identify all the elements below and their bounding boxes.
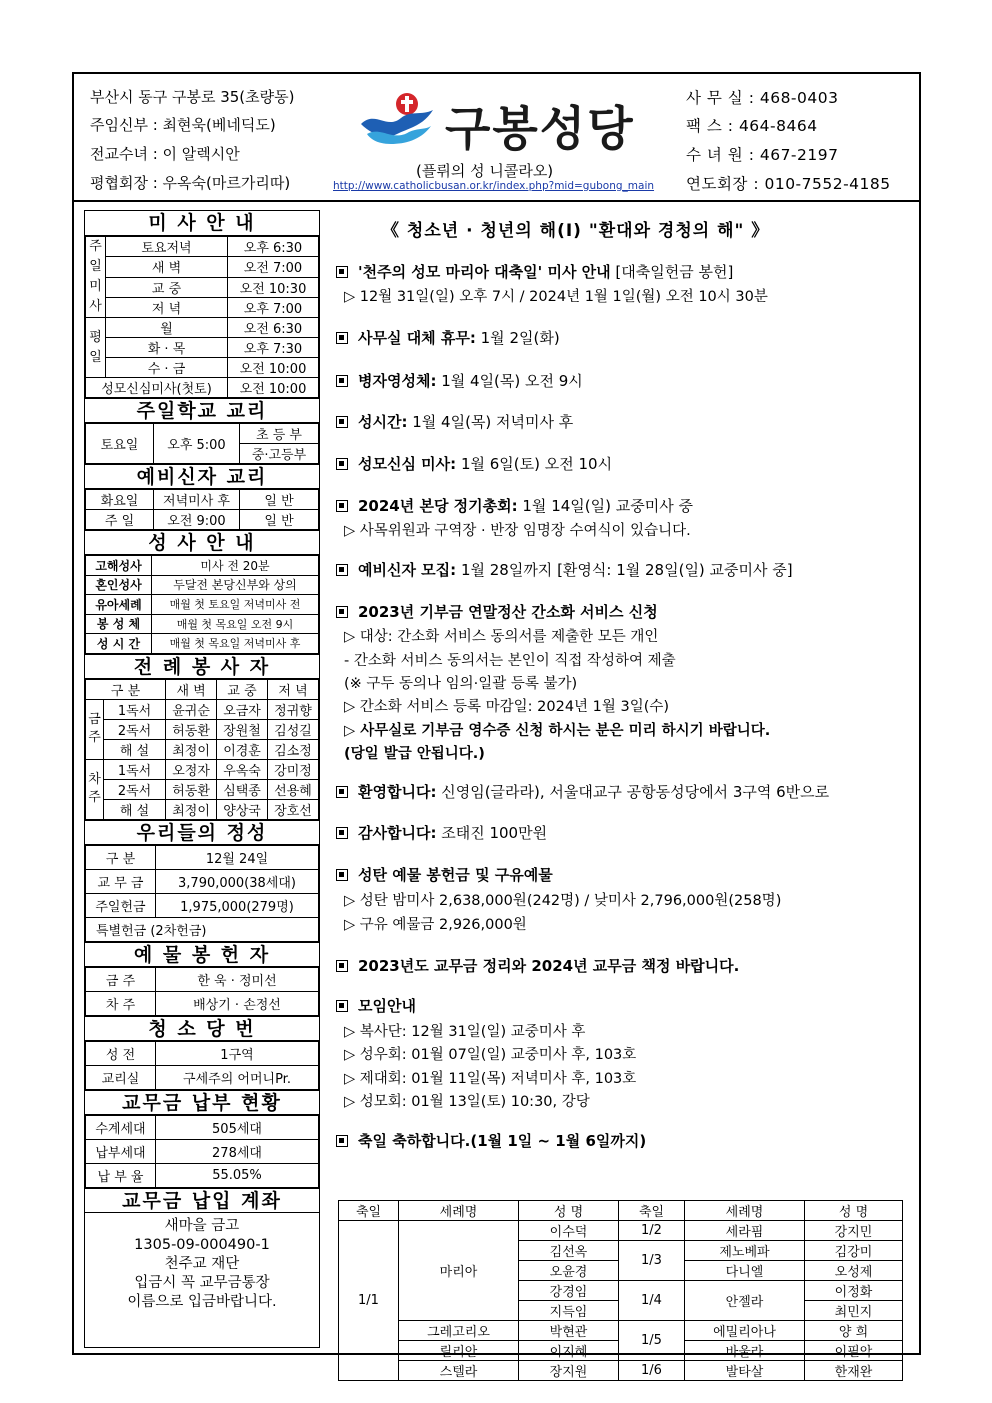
notice-line: ▷ 제대회: 01월 11일(목) 저녁미사 후, 103호	[344, 1071, 637, 1087]
mass-name: 새 벽	[106, 257, 228, 277]
cleaning-heading: 청 소 당 번	[85, 1016, 319, 1041]
sacrament-table	[85, 555, 319, 654]
sacrament-desc: 두달전 본당신부와 상의	[152, 575, 319, 595]
account-number: 1305-09-000490-1	[134, 1236, 270, 1253]
sister-name: 전교수녀 : 이 알렉시안	[90, 145, 240, 163]
mass-time: 오전 6:30	[228, 318, 319, 338]
square-bullet-icon	[336, 786, 348, 798]
sunday-school-heading: 주일학교 교리	[85, 398, 319, 423]
server-role: 2독서	[104, 719, 166, 739]
gift-label: 차 주	[86, 991, 156, 1015]
notice-communion-sick: 병자영성체: 1월 4일(목) 오전 9시	[336, 370, 583, 391]
mass-schedule-table	[85, 236, 319, 398]
mass-name: 토요저녁	[106, 237, 228, 257]
mass-time: 오후 7:30	[228, 338, 319, 358]
sunday-school-table	[85, 423, 319, 464]
server-name: 장원철	[217, 719, 268, 739]
mass-time: 오전 10:30	[228, 277, 319, 297]
account-heading: 교무금 납입 계좌	[85, 1188, 319, 1213]
parish-website-link[interactable]: http://www.catholicbusan.or.kr/index.php?mid=gubong_main	[333, 180, 655, 192]
mass-time: 오전 10:00	[228, 358, 319, 378]
mass-schedule-heading: 미 사 안 내	[85, 211, 319, 236]
council-president: 평협회장 : 우옥숙(마르가리따)	[90, 174, 291, 192]
server-col-head: 저 녁	[268, 679, 319, 699]
notice-line: ▷ 구유 예물금 2,926,000원	[344, 917, 527, 933]
person-name: 이지혜	[519, 1341, 619, 1361]
pastor-name: 주임신부 : 최현욱(베네딕도)	[90, 116, 276, 134]
person-name: 장지원	[519, 1361, 619, 1381]
catechumen-time: 오전 9:00	[154, 510, 240, 530]
square-bullet-icon	[336, 266, 348, 278]
school-group: 중·고등부	[240, 444, 319, 464]
notice-welcome: 환영합니다: 신영임(글라라), 서울대교구 공항동성당에서 3구역 6반으로	[336, 781, 829, 802]
server-role: 1독서	[104, 699, 166, 719]
feast-col-head: 세례명	[399, 1201, 519, 1221]
server-role: 해 설	[104, 739, 166, 759]
weekday-mass-label: 평일	[86, 318, 106, 378]
square-bullet-icon	[336, 1135, 348, 1147]
person-name: 최민지	[805, 1301, 903, 1321]
dues-table	[85, 1115, 319, 1188]
server-name: 양상국	[217, 799, 268, 819]
notice-christmas-offering: 성탄 예물 봉헌금 및 구유예물	[336, 864, 553, 885]
notice-line: (당일 발급 안됩니다.)	[344, 746, 485, 762]
square-bullet-icon	[336, 960, 348, 972]
gift-table	[85, 967, 319, 1016]
feast-col-head: 축일	[339, 1201, 399, 1221]
square-bullet-icon	[336, 332, 348, 344]
server-name: 선용혜	[268, 779, 319, 799]
school-day: 토요일	[86, 424, 154, 464]
sacrament-desc: 매월 첫 토요일 저녁미사 전	[152, 595, 319, 615]
offering-value: 1,975,000(279명)	[156, 893, 319, 917]
baptism-name: 에밀리아나	[685, 1321, 805, 1341]
gift-label: 금 주	[86, 967, 156, 991]
notice-line: ▷ 대상: 간소화 서비스 동의서를 제출한 모든 개인	[344, 629, 659, 645]
server-role: 해 설	[104, 799, 166, 819]
server-name: 최정이	[166, 739, 217, 759]
cleaning-label: 교리실	[86, 1065, 156, 1089]
dues-label: 납부세대	[86, 1139, 156, 1163]
dues-label: 납 부 율	[86, 1163, 156, 1187]
dues-value: 505세대	[156, 1115, 319, 1139]
header	[74, 74, 919, 202]
cleaning-label: 성 전	[86, 1041, 156, 1065]
notice-marian-mass: 성모신심 미사: 1월 6일(토) 오전 10시	[336, 453, 612, 474]
main-content	[332, 210, 917, 1380]
notice-line: ▷ 복사단: 12월 31일(일) 교중미사 후	[344, 1024, 586, 1040]
offering-table	[85, 845, 319, 942]
feast-day: 1/2	[619, 1221, 685, 1241]
server-col-head: 구 분	[86, 679, 166, 699]
notice-tax-service: 2023년 기부금 연말정산 간소화 서비스 신청	[336, 601, 658, 622]
main-title: 《 청소년 · 청년의 해(I) "환대와 경청의 해" 》	[382, 221, 770, 241]
catechumen-day: 화요일	[86, 490, 154, 510]
baptism-name: 스텔라	[399, 1361, 519, 1381]
square-bullet-icon	[336, 458, 348, 470]
school-group: 초 등 부	[240, 424, 319, 444]
server-name: 정귀향	[268, 699, 319, 719]
notice-line: (※ 구두 동의나 임의·일괄 등록 불가)	[344, 676, 578, 692]
server-name: 오금자	[217, 699, 268, 719]
person-name: 김선옥	[519, 1241, 619, 1261]
person-name: 박현관	[519, 1321, 619, 1341]
sacrament-name: 혼인성사	[86, 575, 152, 595]
catechumen-heading: 예비신자 교리	[85, 464, 319, 489]
catechumen-group: 일 반	[240, 510, 319, 530]
mass-name: 월	[106, 318, 228, 338]
offering-label: 특별헌금 (2차헌금)	[86, 917, 319, 941]
notice-catechumen: 예비신자 모집: 1월 28일까지 [환영식: 1월 28일(일) 교중미사 중]	[336, 559, 793, 580]
mass-name: 교 중	[106, 277, 228, 297]
server-name: 허동환	[166, 719, 217, 739]
bank-name: 새마을 금고	[164, 1217, 240, 1234]
parish-patron: (플뤼의 성 니콜라오)	[416, 162, 554, 180]
mass-name: 수 · 금	[106, 358, 228, 378]
feast-col-head: 성 명	[805, 1201, 903, 1221]
notice-meetings: 모임안내	[336, 995, 416, 1016]
cleaning-value: 구세주의 어머니Pr.	[156, 1065, 319, 1089]
square-bullet-icon	[336, 500, 348, 512]
gift-value: 한 욱 · 정미선	[156, 967, 319, 991]
baptism-name: 마리아	[399, 1221, 519, 1321]
person-name: 이수덕	[519, 1221, 619, 1241]
person-name: 강경임	[519, 1281, 619, 1301]
sidebar	[84, 210, 320, 1348]
server-name: 김성길	[268, 719, 319, 739]
notice-feast-days: 축일 축하합니다.(1월 1일 ~ 1월 6일까지)	[336, 1130, 646, 1151]
baptism-name: 다니엘	[685, 1261, 805, 1281]
baptism-name: 릴리안	[399, 1341, 519, 1361]
server-name: 강미정	[268, 759, 319, 779]
notice-line: ▷ 12월 31일(일) 오후 7시 / 2024년 1월 1일(월) 오전 10시 30분	[344, 289, 768, 305]
person-name: 오성제	[805, 1261, 903, 1281]
dues-value: 55.05%	[156, 1163, 319, 1187]
catechumen-group: 일 반	[240, 490, 319, 510]
notice-general-assembly: 2024년 본당 정기총회: 1월 14일(일) 교중미사 중	[336, 495, 693, 516]
square-bullet-icon	[336, 1000, 348, 1012]
square-bullet-icon	[336, 827, 348, 839]
server-name: 최정이	[166, 799, 217, 819]
person-name: 이정화	[805, 1281, 903, 1301]
feast-day: 1/1	[339, 1221, 399, 1381]
square-bullet-icon	[336, 606, 348, 618]
notice-line: ▷ 간소화 서비스 등록 마감일: 2024년 1월 3일(수)	[344, 699, 670, 715]
person-name: 강지민	[805, 1221, 903, 1241]
sacrament-desc: 매월 첫 목요일 저녁미사 후	[152, 634, 319, 654]
catechumen-time: 저녁미사 후	[154, 490, 240, 510]
person-name: 김강미	[805, 1241, 903, 1261]
feast-day: 1/5	[619, 1321, 685, 1361]
school-time: 오후 5:00	[154, 424, 240, 464]
cleaning-table	[85, 1041, 319, 1090]
sacrament-name: 유아세례	[86, 595, 152, 615]
sacrament-heading: 성 사 안 내	[85, 530, 319, 555]
parish-title: 구봉성당	[445, 102, 635, 157]
sacrament-name: 봉 성 체	[86, 614, 152, 634]
mass-name: 화 · 목	[106, 338, 228, 358]
server-col-head: 새 벽	[166, 679, 217, 699]
account-note: 이름으로 입금바랍니다.	[127, 1293, 277, 1310]
baptism-name: 세라핌	[685, 1221, 805, 1241]
server-name: 심택종	[217, 779, 268, 799]
offering-label: 구 분	[86, 845, 156, 869]
offering-label: 주일헌금	[86, 893, 156, 917]
offering-heading: 우리들의 정성	[85, 820, 319, 845]
baptism-name: 제노베파	[685, 1241, 805, 1261]
baptism-name: 발타살	[685, 1361, 805, 1381]
feast-col-head: 세례명	[685, 1201, 805, 1221]
sacrament-name: 고해성사	[86, 556, 152, 576]
person-name: 지득임	[519, 1301, 619, 1321]
fax-number: 팩 스 : 464-8464	[686, 117, 818, 135]
sacrament-name: 성 시 간	[86, 634, 152, 654]
account-info	[85, 1213, 319, 1312]
feast-day: 1/3	[619, 1241, 685, 1281]
sunday-mass-label: 주일미사	[86, 237, 106, 318]
feast-day-table	[338, 1200, 903, 1381]
mass-time: 오전 10:00	[228, 378, 319, 398]
mass-time: 오전 7:00	[228, 257, 319, 277]
mass-time: 오후 7:00	[228, 297, 319, 317]
convent-phone: 수 녀 원 : 467-2197	[686, 146, 839, 164]
offering-label: 교 무 금	[86, 869, 156, 893]
notice-thanks: 감사합니다: 조태진 100만원	[336, 822, 547, 843]
offering-value: 3,790,000(38세대)	[156, 869, 319, 893]
notice-line: ▷ 성모회: 01월 13일(토) 10:30, 강당	[344, 1094, 590, 1110]
office-phone: 사 무 실 : 468-0403	[686, 89, 839, 107]
person-name: 양 희	[805, 1321, 903, 1341]
dues-label: 수계세대	[86, 1115, 156, 1139]
square-bullet-icon	[336, 416, 348, 428]
square-bullet-icon	[336, 869, 348, 881]
baptism-name: 안젤라	[685, 1281, 805, 1321]
notice-solemnity: '천주의 성모 마리아 대축일' 미사 안내 [대축일헌금 봉헌]	[336, 261, 733, 282]
feast-day: 1/6	[619, 1361, 685, 1381]
person-name: 한재완	[805, 1361, 903, 1381]
square-bullet-icon	[336, 375, 348, 387]
offering-value: 12월 24일	[156, 845, 319, 869]
notice-line: ▷ 성우회: 01월 07일(일) 교중미사 후, 103호	[344, 1047, 637, 1063]
server-week-label: 금주	[86, 699, 104, 759]
server-name: 이경훈	[217, 739, 268, 759]
person-name: 오윤경	[519, 1261, 619, 1281]
parish-address: 부산시 동구 구봉로 35(초량동)	[90, 88, 295, 106]
sacrament-desc: 미사 전 20분	[152, 556, 319, 576]
server-name: 우옥숙	[217, 759, 268, 779]
altar-server-table	[85, 679, 319, 820]
catechumen-day: 주 일	[86, 510, 154, 530]
server-name: 윤귀순	[166, 699, 217, 719]
square-bullet-icon	[336, 564, 348, 576]
notice-office-closed: 사무실 대체 휴무: 1월 2일(화)	[336, 327, 560, 348]
notice-line: ▷ 성탄 밤미사 2,638,000원(242명) / 낮미사 2,796,000원(258명)	[344, 893, 782, 909]
mass-time: 오후 6:30	[228, 237, 319, 257]
server-name: 장호선	[268, 799, 319, 819]
bulletin-frame	[72, 72, 921, 1380]
cleaning-value: 1구역	[156, 1041, 319, 1065]
gift-value: 배상기 · 손정선	[156, 991, 319, 1015]
server-role: 1독서	[104, 759, 166, 779]
gift-heading: 예 물 봉 헌 자	[85, 942, 319, 967]
dues-value: 278세대	[156, 1139, 319, 1163]
sacrament-desc: 매월 첫 목요일 오전 9시	[152, 614, 319, 634]
mass-name: 성모신심미사(첫토)	[86, 378, 228, 398]
feast-day: 1/4	[619, 1281, 685, 1321]
person-name: 이필악	[805, 1341, 903, 1361]
parish-logo-icon	[357, 90, 437, 146]
server-name: 허동환	[166, 779, 217, 799]
catechumen-table	[85, 489, 319, 530]
notice-line: ▷ 사무실로 기부금 영수증 신청 하시는 분은 미리 하시기 바랍니다.	[344, 723, 771, 739]
notice-line: ▷ 사목위원과 구역장 · 반장 임명장 수여식이 있습니다.	[344, 523, 691, 539]
notice-line: - 간소화 서비스 동의서는 본인이 직접 작성하여 제출	[344, 653, 676, 669]
elderly-phone: 연도회장 : 010-7552-4185	[686, 175, 891, 193]
account-note: 입금시 꼭 교무금통장	[134, 1274, 270, 1291]
server-name: 오정자	[166, 759, 217, 779]
feast-col-head: 축일	[619, 1201, 685, 1221]
feast-col-head: 성 명	[519, 1201, 619, 1221]
server-role: 2독서	[104, 779, 166, 799]
mass-name: 저 녁	[106, 297, 228, 317]
notice-holy-hour: 성시간: 1월 4일(목) 저녁미사 후	[336, 411, 573, 432]
baptism-name: 바울라	[685, 1341, 805, 1361]
altar-server-heading: 전 례 봉 사 자	[85, 654, 319, 679]
account-holder: 천주교 재단	[164, 1255, 240, 1272]
dues-heading: 교무금 납부 현황	[85, 1090, 319, 1115]
notice-dues: 2023년도 교무금 정리와 2024년 교무금 책정 바랍니다.	[336, 955, 739, 976]
server-week-label: 차주	[86, 759, 104, 819]
server-name: 김소정	[268, 739, 319, 759]
server-col-head: 교 중	[217, 679, 268, 699]
baptism-name: 그레고리오	[399, 1321, 519, 1341]
